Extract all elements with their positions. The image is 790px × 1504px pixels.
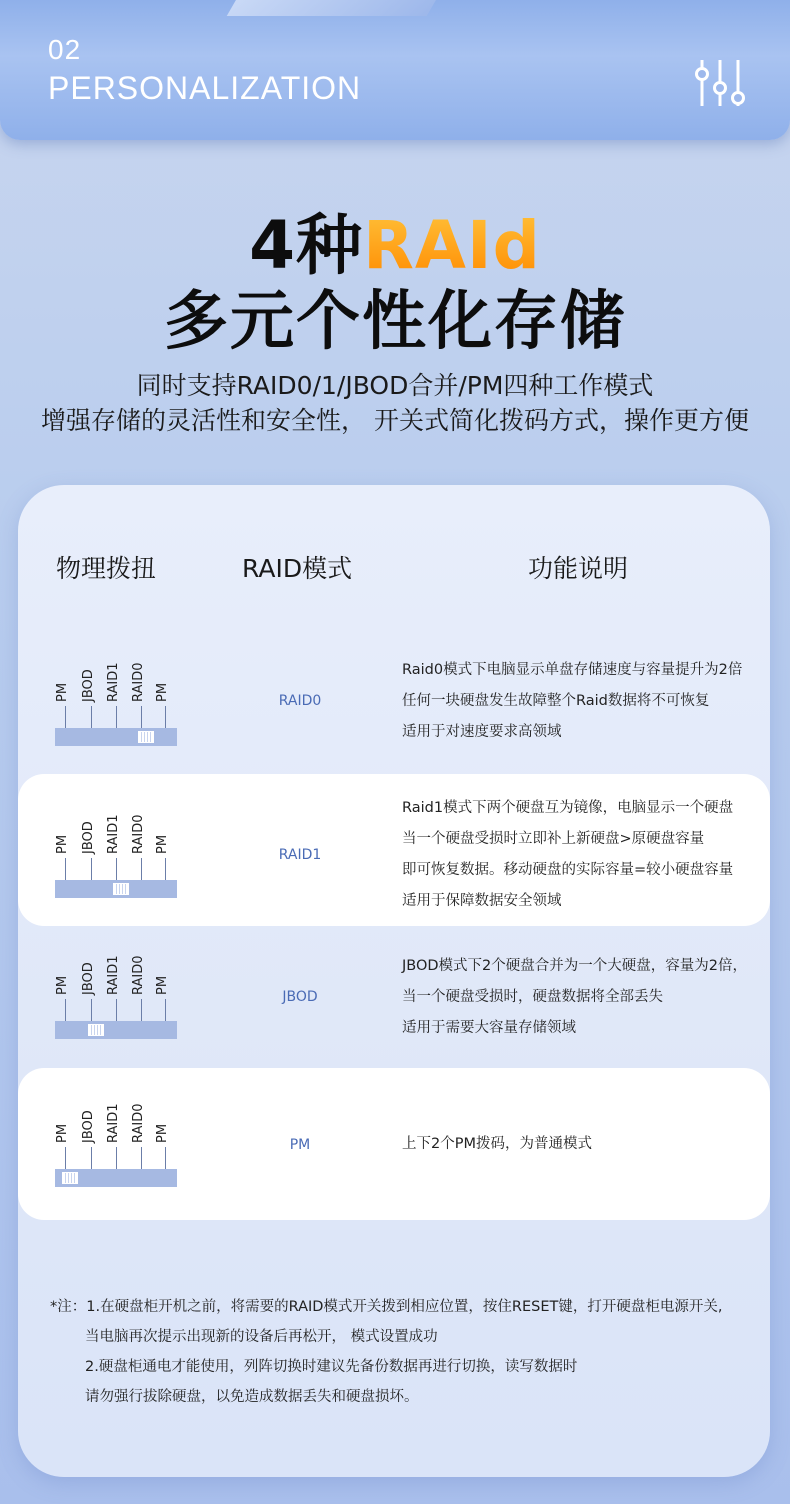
description-line: Raid1模式下两个硬盘互为镜像，电脑显示一个硬盘 bbox=[402, 800, 734, 816]
switch-tick bbox=[116, 858, 117, 880]
description-line: 适用于保障数据安全领域 bbox=[402, 893, 562, 909]
switch-track bbox=[55, 1021, 177, 1039]
headline-prefix: 4种 bbox=[249, 207, 364, 284]
switch-position-label: PM bbox=[55, 834, 70, 854]
switch-tick bbox=[116, 999, 117, 1021]
switch-knob bbox=[62, 1172, 78, 1184]
switch-tick bbox=[165, 1147, 166, 1169]
notes-section bbox=[50, 1292, 723, 1412]
switch-tick bbox=[165, 706, 166, 728]
switch-position-label: PM bbox=[155, 975, 170, 995]
switch-tick bbox=[116, 1147, 117, 1169]
description-line: 上下2个PM拨码，为普通模式 bbox=[402, 1136, 592, 1152]
mode-label-raid0: RAID0 bbox=[278, 693, 322, 709]
switch-position-label: PM bbox=[155, 1123, 170, 1143]
header-raid-mode: RAID模式 bbox=[242, 554, 353, 583]
switch-position-label: RAID0 bbox=[131, 1103, 146, 1143]
switch-position-label: RAID0 bbox=[131, 662, 146, 702]
switch-tick bbox=[91, 999, 92, 1021]
header-switch: 物理拨扭 bbox=[56, 554, 157, 583]
mode-label-raid1: RAID1 bbox=[278, 847, 322, 863]
header-description: 功能说明 bbox=[528, 554, 629, 583]
switch-position-label: PM bbox=[55, 1123, 70, 1143]
description-line: 当一个硬盘受损时，硬盘数据将全部丢失 bbox=[402, 989, 663, 1005]
note-line: 当电脑再次提示出现新的设备后再松开， 模式设置成功 bbox=[85, 1329, 438, 1345]
switch-position-label: PM bbox=[55, 975, 70, 995]
banner-decoration bbox=[227, 0, 454, 16]
switch-position-label: RAID1 bbox=[106, 814, 121, 854]
description-pm bbox=[402, 1129, 592, 1160]
dip-switch-jbod bbox=[55, 955, 177, 1039]
sliders-icon bbox=[694, 58, 746, 108]
dip-switch-raid1 bbox=[55, 814, 177, 898]
switch-knob bbox=[113, 883, 129, 895]
note-line: 请勿强行拔除硬盘，以免造成数据丢失和硬盘损坏。 bbox=[85, 1389, 419, 1405]
note-line: *注：1.在硬盘柜开机之前，将需要的RAID模式开关拨到相应位置，按住RESET键，打开硬盘柜电源开关, bbox=[50, 1299, 723, 1315]
switch-position-label: PM bbox=[55, 682, 70, 702]
switch-tick bbox=[116, 706, 117, 728]
subtitle-line-2: 增强存储的灵活性和安全性， 开关式简化拨码方式，操作更方便 bbox=[41, 406, 749, 435]
switch-knob bbox=[88, 1024, 104, 1036]
dip-switch-raid0 bbox=[55, 662, 177, 746]
dip-switch-pm bbox=[55, 1103, 177, 1187]
switch-tick bbox=[165, 858, 166, 880]
description-line: 当一个硬盘受损时立即补上新硬盘>原硬盘容量 bbox=[402, 831, 705, 847]
section-title: PERSONALIZATION bbox=[48, 70, 362, 106]
switch-tick bbox=[141, 706, 142, 728]
switch-tick bbox=[91, 1147, 92, 1169]
switch-position-label: JBOD bbox=[81, 962, 96, 995]
description-line: 适用于对速度要求高领域 bbox=[402, 724, 562, 740]
switch-position-label: PM bbox=[155, 834, 170, 854]
switch-tick bbox=[141, 858, 142, 880]
switch-tick bbox=[91, 858, 92, 880]
switch-knob bbox=[138, 731, 154, 743]
description-line: 适用于需要大容量存储领域 bbox=[402, 1020, 576, 1036]
description-line: Raid0模式下电脑显示单盘存储速度与容量提升为2倍 bbox=[402, 662, 743, 678]
switch-position-label: RAID0 bbox=[131, 955, 146, 995]
switch-position-label: RAID1 bbox=[106, 1103, 121, 1143]
note-line: 2.硬盘柜通电才能使用，列阵切换时建议先备份数据再进行切换，读写数据时 bbox=[85, 1359, 578, 1375]
mode-label-pm: PM bbox=[289, 1137, 311, 1153]
switch-position-label: PM bbox=[155, 682, 170, 702]
description-jbod bbox=[402, 951, 747, 1044]
switch-position-label: JBOD bbox=[81, 1110, 96, 1143]
switch-position-label: RAID0 bbox=[131, 814, 146, 854]
switch-position-label: RAID1 bbox=[106, 955, 121, 995]
switch-tick bbox=[65, 858, 66, 880]
switch-position-label: RAID1 bbox=[106, 662, 121, 702]
description-raid0 bbox=[402, 655, 742, 748]
switch-tick bbox=[141, 1147, 142, 1169]
description-line: JBOD模式下2个硬盘合并为一个大硬盘，容量为2倍， bbox=[402, 958, 747, 974]
switch-tick bbox=[65, 1147, 66, 1169]
section-number: 02 bbox=[48, 34, 82, 65]
description-raid1 bbox=[402, 793, 733, 917]
switch-tick bbox=[165, 999, 166, 1021]
headline-accent: RAId bbox=[363, 207, 541, 284]
switch-tick bbox=[65, 999, 66, 1021]
switch-tick bbox=[141, 999, 142, 1021]
mode-label-jbod: JBOD bbox=[282, 989, 318, 1005]
subtitle-line-1: 同时支持RAID0/1/JBOD合并/PM四种工作模式 bbox=[136, 371, 654, 400]
switch-tick bbox=[91, 706, 92, 728]
headline-line-2: 多元个性化存储 bbox=[164, 285, 626, 359]
section-banner bbox=[0, 0, 790, 140]
switch-track bbox=[55, 728, 177, 746]
description-line: 任何一块硬盘发生故障整个Raid数据将不可恢复 bbox=[402, 693, 710, 709]
switch-position-label: JBOD bbox=[81, 821, 96, 854]
switch-position-label: JBOD bbox=[81, 669, 96, 702]
description-line: 即可恢复数据。移动硬盘的实际容量=较小硬盘容量 bbox=[402, 862, 734, 878]
row-highlight-pm bbox=[18, 1068, 770, 1220]
switch-tick bbox=[65, 706, 66, 728]
